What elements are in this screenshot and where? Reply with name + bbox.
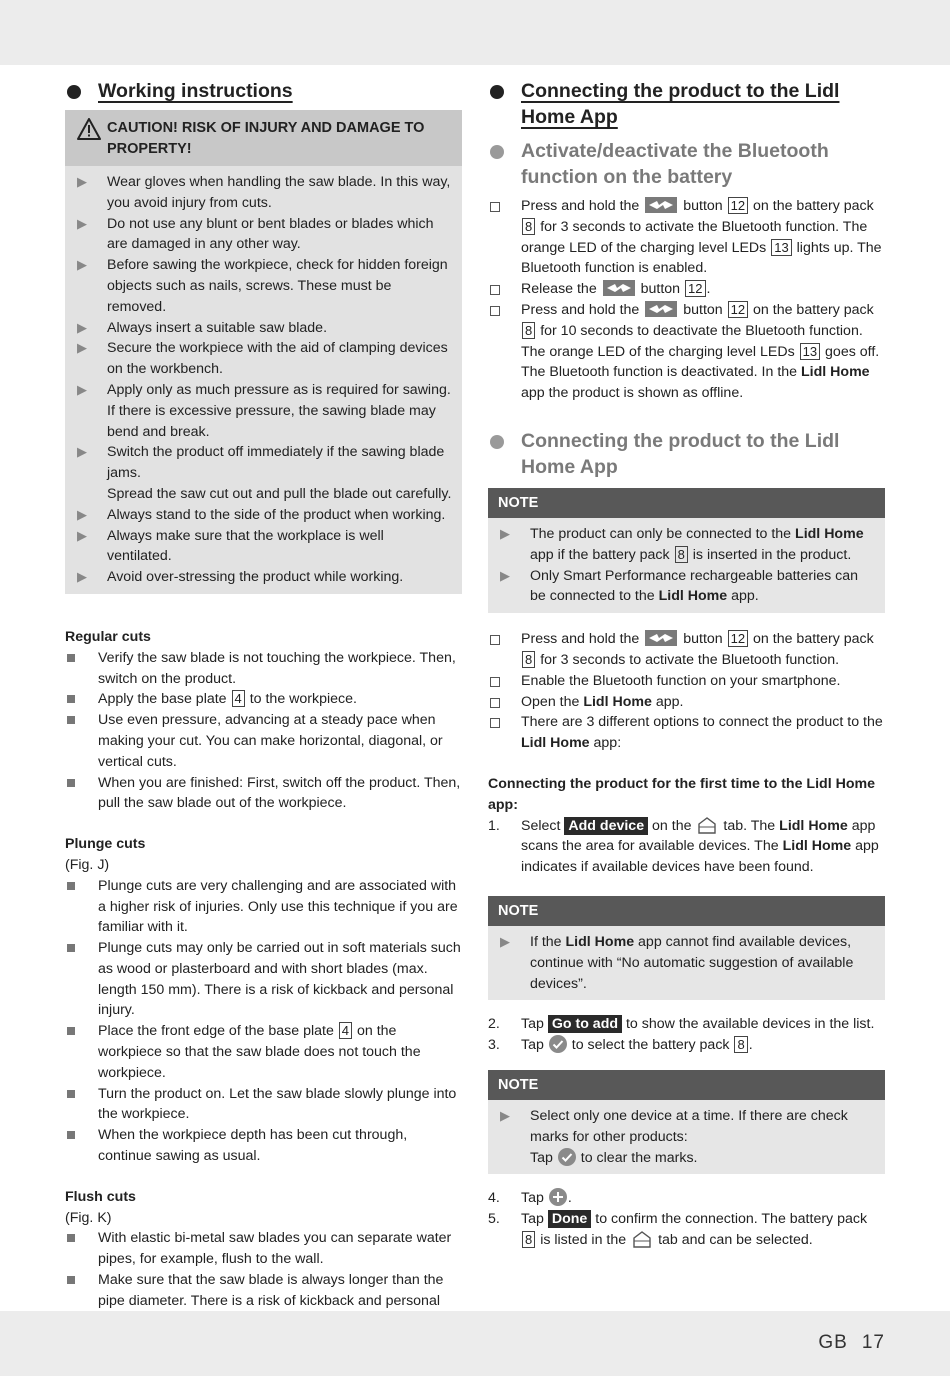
bullet-dot [490,435,504,449]
plus-circle-icon [549,1188,567,1206]
note-box [488,1070,885,1174]
go-to-add-label: Go to add [548,1015,622,1033]
add-device-label: Add device [564,817,648,835]
ref-number: 8 [522,1231,535,1248]
first-time-steps-final [488,1188,885,1250]
home-tab-icon [632,1230,652,1248]
section-heading-connecting: Connecting the product to the Lidl Home App [488,78,885,130]
list-item: ▶ Wear gloves when handling the saw blade. In this way, you avoid injury from cuts. [77,174,451,211]
check-circle-icon [549,1035,567,1053]
ref-number: 4 [339,1022,352,1039]
list-item: 2. Tap Go to add to show the available devices in the list. [488,1016,875,1033]
list-item: ▶ Before sawing the workpiece, check for hidden foreign objects such as nails, screws. These must be removed. [77,257,448,315]
figure-ref: (Fig. K) [65,1209,112,1226]
connection-steps [488,629,885,754]
list-item: ▶ Only Smart Performance rechargeable batteries can be connected to the Lidl Home app. [500,567,859,605]
ref-number: 8 [522,651,535,668]
list-item: Release the button 12 . [488,279,885,300]
list-item: Open the Lidl Home app. [488,692,885,713]
ref-number: 8 [675,546,688,563]
bullet-dot [490,85,504,99]
caution-list [65,166,462,588]
note-heading: NOTE [488,488,885,518]
right-column [488,78,885,1251]
ref-number: 13 [771,239,791,256]
list-item: Plunge cuts may only be carried out in soft materials such as wood or plasterboard and with short blades (max. length 150 mm). There is a risk of kickback and personal injury. [65,938,462,1021]
note-box [488,488,885,613]
list-item: 3. Tap to select the battery pack 8 . [488,1037,753,1054]
first-time-steps [488,816,885,878]
note-list [488,518,885,613]
list-item: ▶ Avoid over-stressing the product while working. [77,569,404,586]
ref-number: 8 [522,218,535,235]
list-item: ▶ Always make sure that the workplace is well ventilated. [77,527,384,565]
note-list [488,1100,885,1174]
bluetooth-button-icon [645,301,677,317]
ref-number: 8 [522,322,535,339]
first-time-heading: Connecting the product for the first time to the Lidl Home app: [488,775,875,813]
bluetooth-button-icon [603,280,635,296]
ref-number: 12 [728,301,748,318]
note-list [488,926,885,1000]
regular-cuts-list [65,648,462,814]
bluetooth-steps [488,196,885,404]
check-circle-icon [558,1148,576,1166]
warning-triangle-icon [77,118,101,140]
list-item: ▶ The product can only be connected to the Lidl Home app if the battery pack 8 is inserted in the product. [500,525,864,563]
first-time-steps-continued [488,1014,885,1056]
top-band [0,0,950,65]
plunge-cuts-list [65,876,462,1167]
list-item: 4. Tap . [488,1190,572,1207]
list-item: Apply the base plate 4 to the workpiece. [65,689,462,710]
list-item: ▶ Secure the workpiece with the aid of clamping devices on the workbench. [77,340,448,378]
plunge-cuts-heading: Plunge cuts [65,836,146,853]
list-item: Press and hold the button 12 on the battery pack 8 for 3 seconds to activate the Bluetooth function. [488,629,885,671]
page-number [804,1332,885,1354]
ref-number: 4 [232,690,245,707]
caution-heading: CAUTION! RISK OF INJURY AND DAMAGE TO PROPERTY! [65,110,462,166]
bluetooth-button-icon [645,197,677,213]
ref-number: 12 [728,630,748,647]
ref-number: 13 [800,343,820,360]
note-box [488,896,885,1000]
note-heading: NOTE [488,1070,885,1100]
list-item: Use even pressure, advancing at a steady pace when making your cut. You can make horizontal, diagonal, or vertical cuts. [65,710,462,772]
list-item: When you are finished: First, switch off the product. Then, pull the saw blade out of the workpiece. [65,773,462,815]
caution-box [65,110,462,594]
list-item: Press and hold the button 12 on the battery pack 8 for 10 seconds to deactivate the Bluetooth function. The orange LED of the charging level LEDs 13 goes off. The Bluetooth function is deactivated. In the Lidl Home app the product is shown as offline. [488,300,885,404]
bullet-dot [490,145,504,159]
list-item: ▶ Select only one device at a time. If there are check marks for other products: Tap to clear the marks. [500,1107,848,1166]
home-tab-icon [697,816,717,834]
left-column [65,78,462,1332]
list-item: 5. Tap Done to confirm the connection. The battery pack 8 is listed in the tab and can be selected. [488,1211,868,1248]
note-heading: NOTE [488,896,885,926]
list-item: Plunge cuts are very challenging and are associated with a higher risk of injuries. Only use this technique if you are familiar with it. [65,876,462,938]
list-item: Enable the Bluetooth function on your smartphone. [488,671,885,692]
flush-cuts-heading: Flush cuts [65,1188,136,1205]
list-item: Make sure that the saw blade is always longer than the pipe diameter. There is a risk of kickback and personal [65,1270,462,1332]
subsection-heading-connecting: Connecting the product to the Lidl Home App [488,428,885,480]
list-item: There are 3 different options to connect the product to the Lidl Home app: [488,712,885,754]
list-item: Press and hold the button 12 on the battery pack 8 for 3 seconds to activate the Bluetooth function. The orange LED of the charging level LEDs 13 lights up. The Bluetooth function is enabled. [488,196,885,279]
list-item: Verify the saw blade is not touching the workpiece. Then, switch on the product. [65,648,462,690]
figure-ref: (Fig. J) [65,856,110,873]
subsection-heading-bluetooth: Activate/deactivate the Bluetooth function on the battery [488,138,885,190]
list-item: ▶ Switch the product off immediately if the sawing blade jams. Spread the saw cut out and pull the blade out carefully. [77,444,452,502]
list-item: When the workpiece depth has been cut through, continue sawing as usual. [65,1125,462,1167]
regular-cuts-heading: Regular cuts [65,628,151,645]
list-item: ▶ Always stand to the side of the product when working. [77,506,446,523]
bullet-dot [67,85,81,99]
list-item: 1. Select Add device on the tab. The Lidl Home app scans the area for available devices. The Lidl Home app indicates if available devices have been found. [488,817,879,876]
list-item: Turn the product on. Let the saw blade slowly plunge into the workpiece. [65,1084,462,1126]
ref-number: 12 [728,197,748,214]
ref-number: 12 [685,280,705,297]
section-heading-working-instructions: Working instructions [65,78,462,104]
list-item: ▶ Always insert a suitable saw blade. [77,319,328,336]
list-item: Place the front edge of the base plate 4 on the workpiece so that the saw blade does not touch the workpiece. [65,1021,462,1083]
bluetooth-button-icon [645,630,677,646]
list-item: ▶ If the Lidl Home app cannot find available devices, continue with “No automatic suggestion of available devices”. [500,933,854,992]
list-item: ▶ Apply only as much pressure as is required for sawing. If there is excessive pressure, the sawing blade may bend and break. [77,381,451,440]
done-label: Done [548,1210,591,1228]
ref-number: 8 [734,1036,747,1053]
list-item: With elastic bi-metal saw blades you can separate water pipes, for example, flush to the wall. [65,1228,462,1270]
page-number-value: 17 [861,1332,885,1353]
language-code: GB [818,1332,848,1353]
list-item: ▶ Do not use any blunt or bent blades or blades which are damaged in any other way. [77,215,434,253]
